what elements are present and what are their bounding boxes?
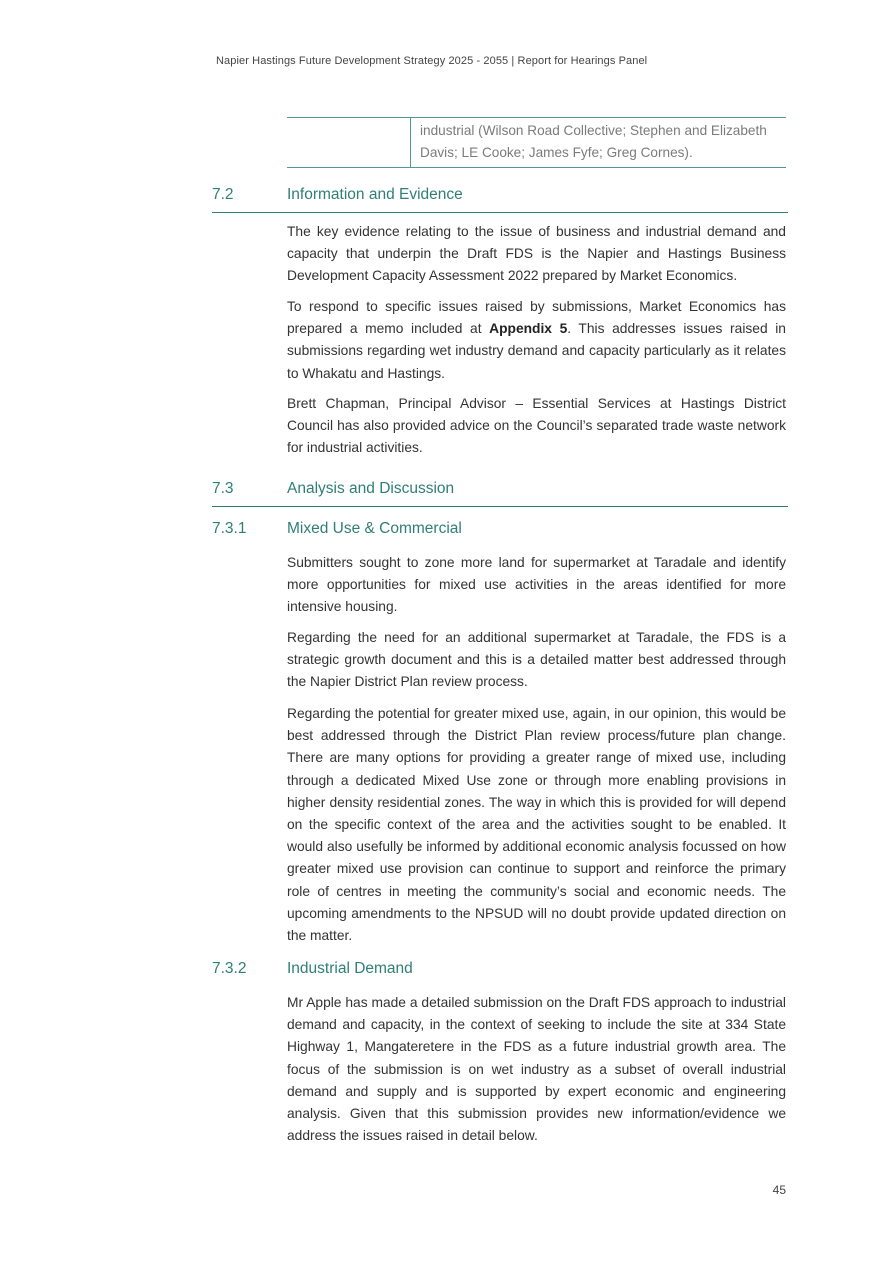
paragraph-appendix-reference: To respond to specific issues raised by submissions, Market Economics has prepared a memo included at Appendix 5. This addresses issues raised in submissions regarding wet industry demand and capacity particularly as it relates to Whakatu and Hastings.	[287, 299, 786, 381]
section-number: 7.2	[212, 186, 234, 203]
section-number: 7.3.2	[212, 960, 247, 977]
paragraph: Brett Chapman, Principal Advisor – Essential Services at Hastings District Council has also provided advice on the Council’s separated trade waste network for industrial activities.	[287, 396, 786, 456]
paragraph: Regarding the potential for greater mixed use, again, in our opinion, this would be best addressed through the District Plan review process/future plan change. There are many options for providing a greater range of mixed use, including through a dedicated Mixed Use zone or through more enabling provisions in higher density residential zones. The way in which this is provided for will depend on the specific context of the area and the activities sought to be enabled. It would also usefully be informed by additional economic analysis focussed on how greater mixed use provision can continue to support and reinforce the primary role of centres in meeting the community’s social and economic needs. The upcoming amendments to the NPSUD will no doubt provide updated direction on the matter.	[287, 706, 786, 944]
section-number: 7.3	[212, 480, 234, 497]
paragraph: Submitters sought to zone more land for supermarket at Taradale and identify more opportunities for mixed use activities in the areas identified for more intensive housing.	[287, 555, 786, 615]
table-cell-empty	[287, 118, 411, 167]
section-title: Analysis and Discussion	[287, 480, 455, 497]
section-title: Mixed Use & Commercial	[287, 520, 462, 537]
table-cell-submitters: industrial (Wilson Road Collective; Stephen and Elizabeth Davis; LE Cooke; James Fyfe; Greg Cornes).	[420, 123, 767, 160]
section-title: Industrial Demand	[287, 960, 413, 977]
section-number: 7.3.1	[212, 520, 247, 537]
page-number: 45	[772, 1183, 786, 1197]
table-fragment	[287, 117, 786, 168]
appendix-reference: Appendix 5	[489, 321, 568, 337]
paragraph: The key evidence relating to the issue of business and industrial demand and capacity that underpin the Draft FDS is the Napier and Hastings Business Development Capacity Assessment 2022 prepared by Market Economics.	[287, 224, 786, 284]
section-heading-7-2	[212, 186, 788, 213]
paragraph: Mr Apple has made a detailed submission on the Draft FDS approach to industrial demand and capacity, in the context of seeking to include the site at 334 State Highway 1, Mangateretere in the FDS as a future industrial growth area. The focus of the submission is on wet industry as a subset of overall industrial demand and supply and is supported by expert economic and engineering analysis. Given that this submission provides new information/evidence we address the issues raised in detail below.	[287, 995, 786, 1144]
section-title: Information and Evidence	[287, 186, 463, 203]
paragraph: Regarding the need for an additional supermarket at Taradale, the FDS is a strategic growth document and this is a detailed matter best addressed through the Napier District Plan review process.	[287, 630, 786, 690]
running-header: Napier Hastings Future Development Strategy 2025 - 2055 | Report for Hearings Panel	[216, 55, 648, 67]
section-heading-7-3	[212, 480, 788, 507]
